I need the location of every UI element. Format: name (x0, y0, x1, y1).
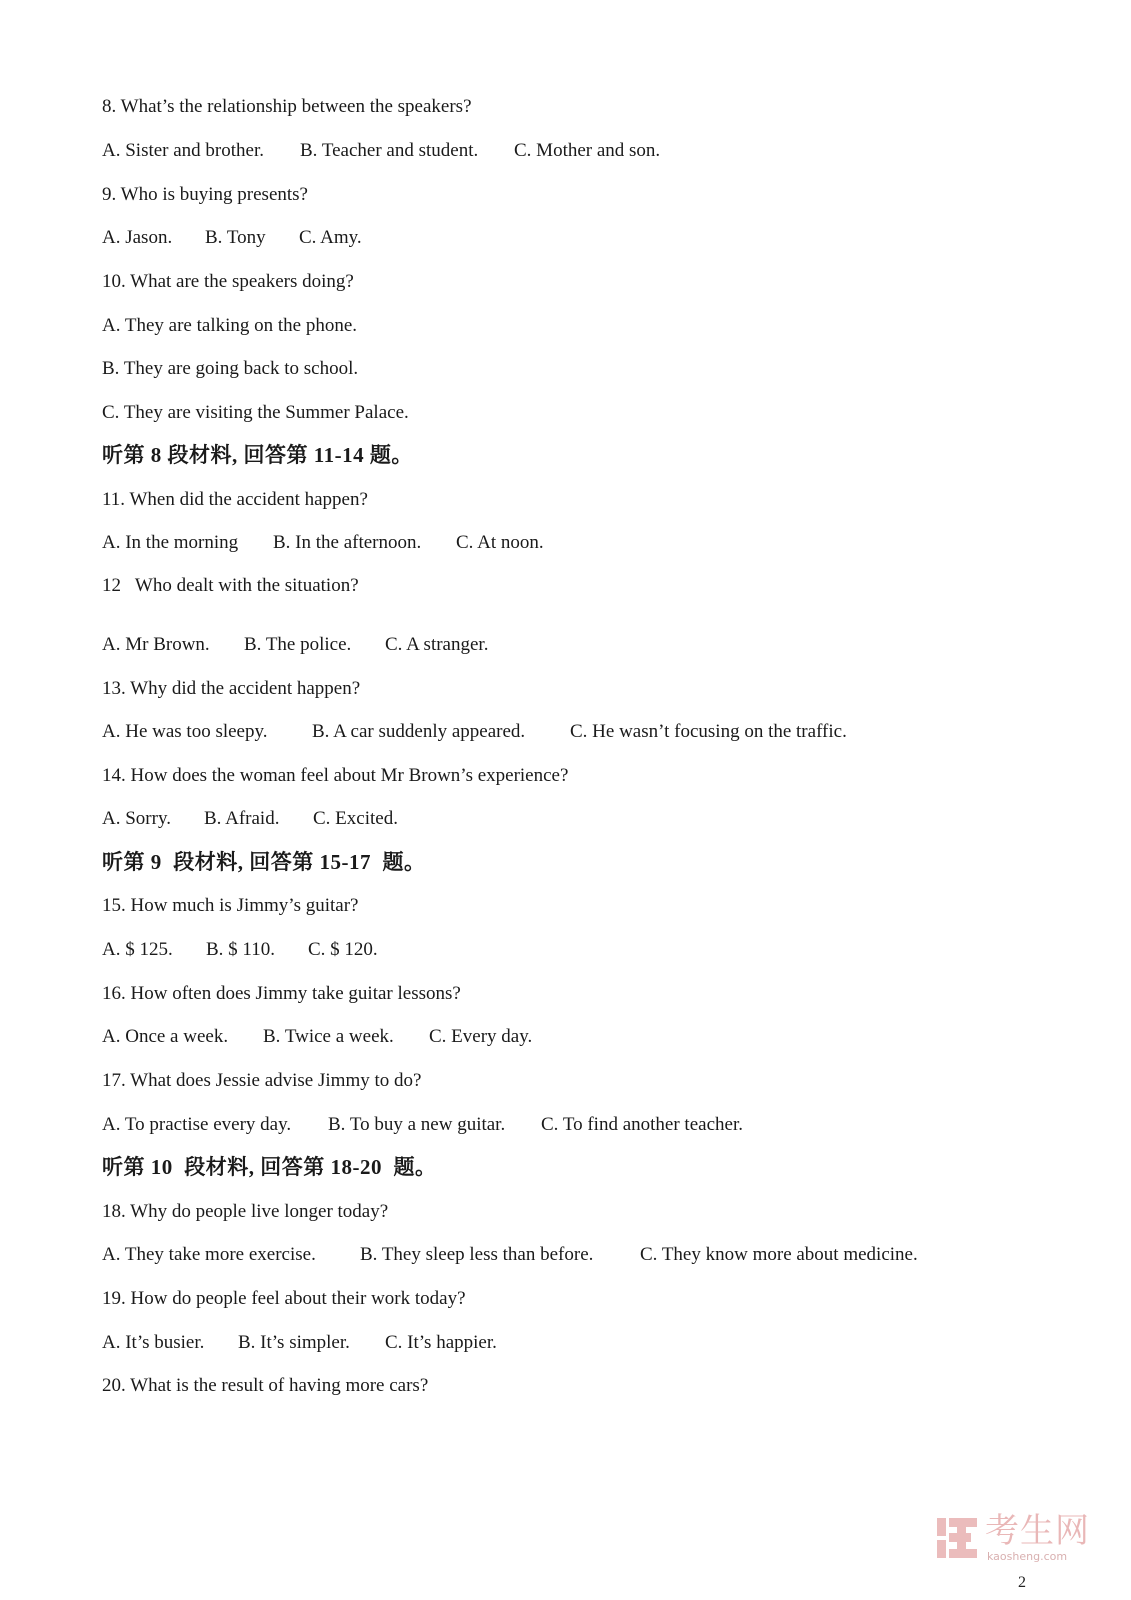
watermark-text (985, 1511, 1090, 1563)
watermark-title: 考生网 (985, 1511, 1090, 1551)
option-a: A. $ 125. (102, 939, 173, 960)
question-10-option-c: C. They are visiting the Summer Palace. (102, 402, 409, 423)
option-a: A. Jason. (102, 227, 173, 248)
option-b: B. $ 110. (206, 939, 275, 960)
question-13-stem: 13. Why did the accident happen? (102, 678, 361, 699)
question-16-stem: 16. How often does Jimmy take guitar lessons? (102, 983, 461, 1004)
section-9-heading (102, 850, 426, 874)
option-c: C. It’s happier. (385, 1332, 497, 1353)
question-11-stem: 11. When did the accident happen? (102, 489, 368, 510)
option-b: B. They sleep less than before. (360, 1244, 594, 1265)
section-10-heading (102, 1155, 437, 1179)
question-9-stem: 9. Who is buying presents? (102, 184, 308, 205)
question-12-stem-text: 12 Who dealt with the situation? (102, 575, 359, 596)
question-18-options (102, 1243, 918, 1267)
option-c: C. Every day. (429, 1026, 533, 1047)
question-11-options (102, 531, 544, 555)
option-c: C. A stranger. (385, 634, 489, 655)
option-b: B. A car suddenly appeared. (312, 721, 526, 742)
option-c: C. At noon. (456, 532, 544, 553)
watermark-domain: kaosheng.com (987, 1550, 1068, 1563)
option-a: A. To practise every day. (102, 1114, 292, 1135)
option-c: C. Excited. (313, 808, 398, 829)
option-b: B. The police. (244, 634, 352, 655)
question-15-stem: 15. How much is Jimmy’s guitar? (102, 895, 359, 916)
option-c: C. $ 120. (308, 939, 378, 960)
option-a: A. He was too sleepy. (102, 721, 268, 742)
question-14-stem: 14. How does the woman feel about Mr Brown’s experience? (102, 765, 569, 786)
section-10-heading-text: 听第 10 段材料, 回答第 18-20 题。 (102, 1155, 437, 1179)
option-c: C. Mother and son. (514, 140, 661, 161)
section-8-heading: 听第 8 段材料, 回答第 11-14 题。 (102, 443, 413, 467)
question-16-options (102, 1025, 532, 1049)
question-17-options (102, 1113, 743, 1137)
question-8-options (102, 139, 660, 163)
option-a: A. Sister and brother. (102, 140, 265, 161)
question-13-options (102, 720, 847, 744)
kaosheng-logo-icon (935, 1516, 979, 1560)
option-c: C. Amy. (299, 227, 362, 248)
section-9-heading-text: 听第 9 段材料, 回答第 15-17 题。 (102, 850, 426, 874)
option-a: A. It’s busier. (102, 1332, 205, 1353)
option-b: B. Teacher and student. (300, 140, 479, 161)
option-a: A. They take more exercise. (102, 1244, 316, 1265)
option-c: C. He wasn’t focusing on the traffic. (570, 721, 847, 742)
question-10-option-b: B. They are going back to school. (102, 358, 359, 379)
page-number: 2 (1018, 1574, 1026, 1591)
option-c: C. They know more about medicine. (640, 1244, 918, 1265)
question-8-stem: 8. What’s the relationship between the speakers? (102, 96, 472, 117)
watermark (935, 1508, 1105, 1568)
question-19-stem: 19. How do people feel about their work today? (102, 1288, 466, 1309)
option-a: A. Once a week. (102, 1026, 229, 1047)
question-17-stem: 17. What does Jessie advise Jimmy to do? (102, 1070, 422, 1091)
question-9-options (102, 226, 362, 250)
question-10-stem: 10. What are the speakers doing? (102, 271, 354, 292)
question-12-stem (102, 574, 359, 598)
question-18-stem: 18. Why do people live longer today? (102, 1201, 389, 1222)
question-12-options (102, 633, 488, 657)
option-c: C. To find another teacher. (541, 1114, 743, 1135)
option-b: B. It’s simpler. (238, 1332, 350, 1353)
question-14-options (102, 807, 398, 831)
question-15-options (102, 938, 378, 962)
question-20-stem: 20. What is the result of having more cars? (102, 1375, 429, 1396)
option-b: B. To buy a new guitar. (328, 1114, 506, 1135)
option-b: B. Afraid. (204, 808, 280, 829)
option-a: A. Sorry. (102, 808, 171, 829)
option-a: A. Mr Brown. (102, 634, 210, 655)
option-b: B. Twice a week. (263, 1026, 394, 1047)
option-a: A. In the morning (102, 532, 239, 553)
option-b: B. Tony (205, 227, 266, 248)
question-19-options (102, 1331, 497, 1355)
question-10-option-a: A. They are talking on the phone. (102, 315, 358, 336)
option-b: B. In the afternoon. (273, 532, 422, 553)
